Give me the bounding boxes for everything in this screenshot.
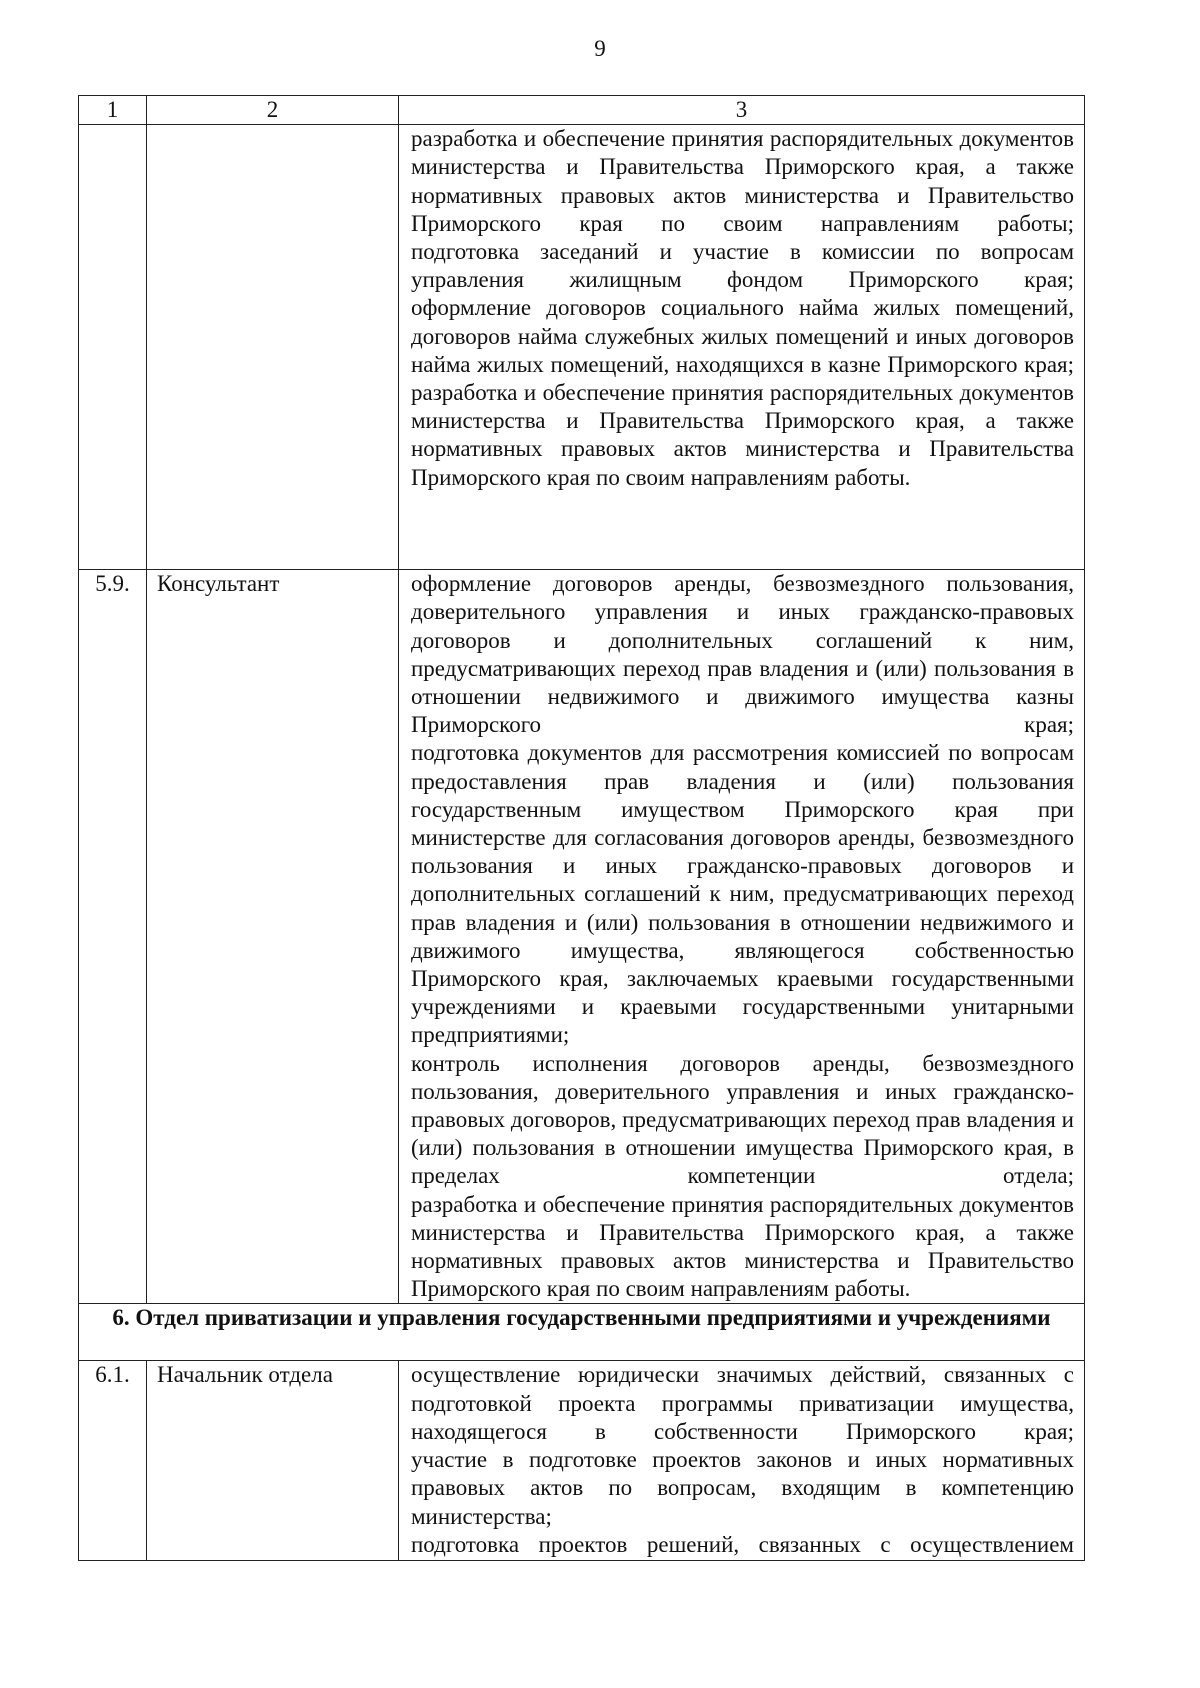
duty-paragraph: подготовка заседаний и участие в комиссии по вопросам управления жилищным фондом Приморского края; bbox=[411, 239, 1074, 293]
column-header-2: 2 bbox=[147, 96, 399, 125]
duties-table bbox=[78, 95, 1085, 1561]
column-header-3: 3 bbox=[399, 96, 1085, 125]
page-number: 9 bbox=[594, 36, 606, 61]
duty-paragraph: оформление договоров аренды, безвозмездного пользования, доверительного управления и иных гражданско-правовых договоров и дополнительных соглашений к ним, предусматривающих переход прав владения и (или) пользования в отношении недвижимого и движимого имущества казны Приморского края; bbox=[411, 571, 1074, 738]
position-title bbox=[147, 125, 399, 570]
table-row bbox=[79, 1361, 1085, 1561]
position-title: Начальник отдела bbox=[147, 1361, 399, 1561]
duty-paragraph: разработка и обеспечение принятия распорядительных документов министерства и Правительства Приморского края, а также нормативных правовых актов министерства и Правительство Приморского края по своим направлениям работы. bbox=[411, 1191, 1074, 1302]
duty-paragraph: контроль исполнения договоров аренды, безвозмездного пользования, доверительного управления и иных гражданско-правовых договоров, предусматривающих переход прав владения и (или) пользования в отношении имущества Приморского края, в пределах компетенции отдела; bbox=[411, 1050, 1074, 1189]
position-title: Консультант bbox=[147, 570, 399, 1304]
table-header-row bbox=[79, 96, 1085, 125]
duty-paragraph: разработка и обеспечение принятия распорядительных документов министерства и Правительства Приморского края, а также нормативных правовых актов министерства и Правительства Приморского края по своим направлениям работы. bbox=[411, 380, 1074, 490]
table-row bbox=[79, 570, 1085, 1304]
duty-paragraph: осуществление юридически значимых действий, связанных с подготовкой проекта программы приватизации имущества, находящегося в собственности Приморского края; bbox=[411, 1362, 1074, 1444]
section-header-row bbox=[79, 1304, 1085, 1361]
section-title: 6. Отдел приватизации и управления государственными предприятиями и учреждениями bbox=[79, 1304, 1085, 1361]
duties-cell bbox=[399, 570, 1085, 1304]
duty-paragraph: подготовка проектов решений, связанных с осуществлением bbox=[411, 1531, 1074, 1557]
column-header-1: 1 bbox=[79, 96, 147, 125]
duties-cell bbox=[399, 1361, 1085, 1561]
duties-cell bbox=[399, 125, 1085, 570]
duty-paragraph: участие в подготовке проектов законов и иных нормативных правовых актов по вопросам, входящим в компетенцию министерства; bbox=[411, 1447, 1074, 1529]
duty-paragraph: разработка и обеспечение принятия распорядительных документов министерства и Правительства Приморского края, а также нормативных правовых актов министерства и Правительство Приморского края по своим направлениям работы; bbox=[411, 126, 1074, 236]
duty-paragraph: оформление договоров социального найма жилых помещений, договоров найма служебных жилых помещений и иных договоров найма жилых помещений, находящихся в казне Приморского края; bbox=[411, 295, 1074, 377]
row-number: 5.9. bbox=[79, 570, 147, 1304]
table-row bbox=[79, 125, 1085, 570]
row-number: 6.1. bbox=[79, 1361, 147, 1561]
row-number bbox=[79, 125, 147, 570]
duty-paragraph: подготовка документов для рассмотрения комиссией по вопросам предоставления прав владения и (или) пользования государственным имуществом Приморского края при министерстве для согласования договоров аренды, безвозмездного пользования и иных гражданско-правовых договоров и дополнительных соглашений к ним, предусматривающих переход прав владения и (или) пользования в отношении недвижимого и движимого имущества, являющегося собственностью Приморского края, заключаемых краевыми государственными учреждениями и краевыми государственными унитарными предприятиями; bbox=[411, 740, 1074, 1048]
